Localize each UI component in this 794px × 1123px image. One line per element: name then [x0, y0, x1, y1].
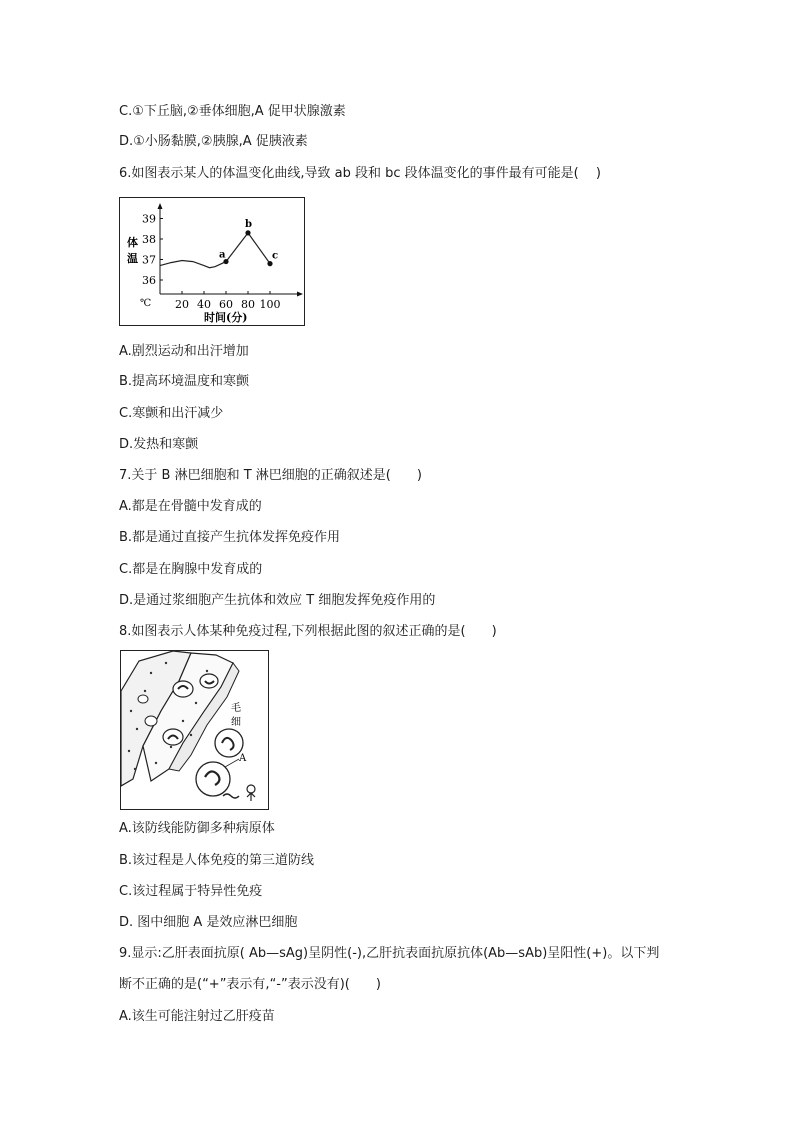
- q7-option-c: C.都是在胸腺中发育成的: [119, 562, 263, 577]
- x-tick-label: 60: [219, 298, 233, 311]
- point-c: [267, 261, 272, 266]
- cell-a-label: A: [239, 753, 247, 764]
- q9-stem-line-1: 9.显示:乙肝表面抗原( Ab—sAg)呈阴性(-),乙肝抗表面抗原抗体(Ab—sAb)呈阳性(+)。以下判: [119, 946, 660, 961]
- point-b: [245, 230, 250, 235]
- blood-cell: [173, 681, 193, 697]
- body-temperature-chart-svg: [120, 198, 304, 325]
- y-tick-label: 38: [142, 233, 156, 246]
- point-label-c: c: [272, 250, 279, 262]
- body-temperature-chart: [119, 197, 305, 326]
- q7-stem: 7.关于 B 淋巴细胞和 T 淋巴细胞的正确叙述是( ): [119, 468, 422, 483]
- q6-option-a: A.剧烈运动和出汗增加: [119, 344, 249, 359]
- y-axis-arrow: [158, 203, 163, 209]
- blood-cell: [200, 674, 218, 688]
- y-tick-label: 37: [142, 253, 156, 267]
- point-label-a: a: [219, 249, 226, 261]
- y-tick-label: 36: [142, 274, 156, 287]
- cell-a-pointer: [225, 759, 239, 767]
- pathogen: [247, 785, 255, 793]
- q7-option-d: D.是通过浆细胞产生抗体和效应 T 细胞发挥免疫作用的: [119, 593, 436, 608]
- x-tick-label: 40: [197, 298, 211, 311]
- q7-option-b: B.都是通过直接产生抗体发挥免疫作用: [119, 530, 341, 545]
- q8-option-d: D. 图中细胞 A 是效应淋巴细胞: [119, 915, 298, 930]
- q8-option-b: B.该过程是人体免疫的第三道防线: [119, 853, 315, 868]
- red-cell: [138, 695, 148, 703]
- pathogen: [223, 794, 239, 798]
- y-tick-label: 39: [142, 212, 156, 226]
- x-axis-label: 时间(分): [204, 311, 248, 324]
- q8-option-c: C.该过程属于特异性免疫: [119, 884, 263, 899]
- x-tick-label: 100: [259, 298, 281, 311]
- y-axis-label-2: 温: [127, 252, 138, 265]
- q9-option-a: A.该生可能注射过乙肝疫苗: [119, 1009, 275, 1024]
- y-axis-unit: ℃: [140, 298, 152, 309]
- blood-cell: [163, 729, 183, 745]
- immune-process-figure: [120, 650, 269, 810]
- q6-option-b: B.提高环境温度和寒颤: [119, 374, 250, 389]
- x-tick-label: 80: [241, 298, 255, 311]
- cell-a: [196, 762, 230, 796]
- q6-option-d: D.发热和寒颤: [119, 437, 199, 452]
- capillary-label-2: 细: [231, 717, 241, 728]
- q8-stem: 8.如图表示人体某种免疫过程,下列根据此图的叙述正确的是( ): [119, 624, 497, 639]
- q6-stem: 6.如图表示某人的体温变化曲线,导致 ab 段和 bc 段体温变化的事件最有可能是( ): [119, 166, 601, 181]
- y-axis-label-1: 体: [127, 236, 138, 249]
- q7-option-a: A.都是在骨髓中发育成的: [119, 499, 262, 514]
- q5-option-d: D.①小肠黏膜,②胰腺,A 促胰液素: [119, 134, 308, 149]
- capillary-label-1: 毛: [231, 703, 241, 714]
- x-tick-label: 20: [175, 298, 189, 311]
- pathogen-tail: [247, 793, 255, 801]
- x-axis-arrow: [297, 292, 303, 297]
- q6-option-c: C.寒颤和出汗减少: [119, 406, 224, 421]
- point-label-b: b: [245, 218, 252, 230]
- q5-option-c: C.①下丘脑,②垂体细胞,A 促甲状腺激素: [119, 104, 346, 119]
- red-cell: [145, 716, 157, 726]
- temperature-curve: [160, 233, 270, 268]
- q8-option-a: A.该防线能防御多种病原体: [119, 821, 275, 836]
- q9-stem-line-2: 断不正确的是(“+”表示有,“-”表示没有)( ): [119, 977, 381, 992]
- immune-process-illustration: [121, 651, 268, 809]
